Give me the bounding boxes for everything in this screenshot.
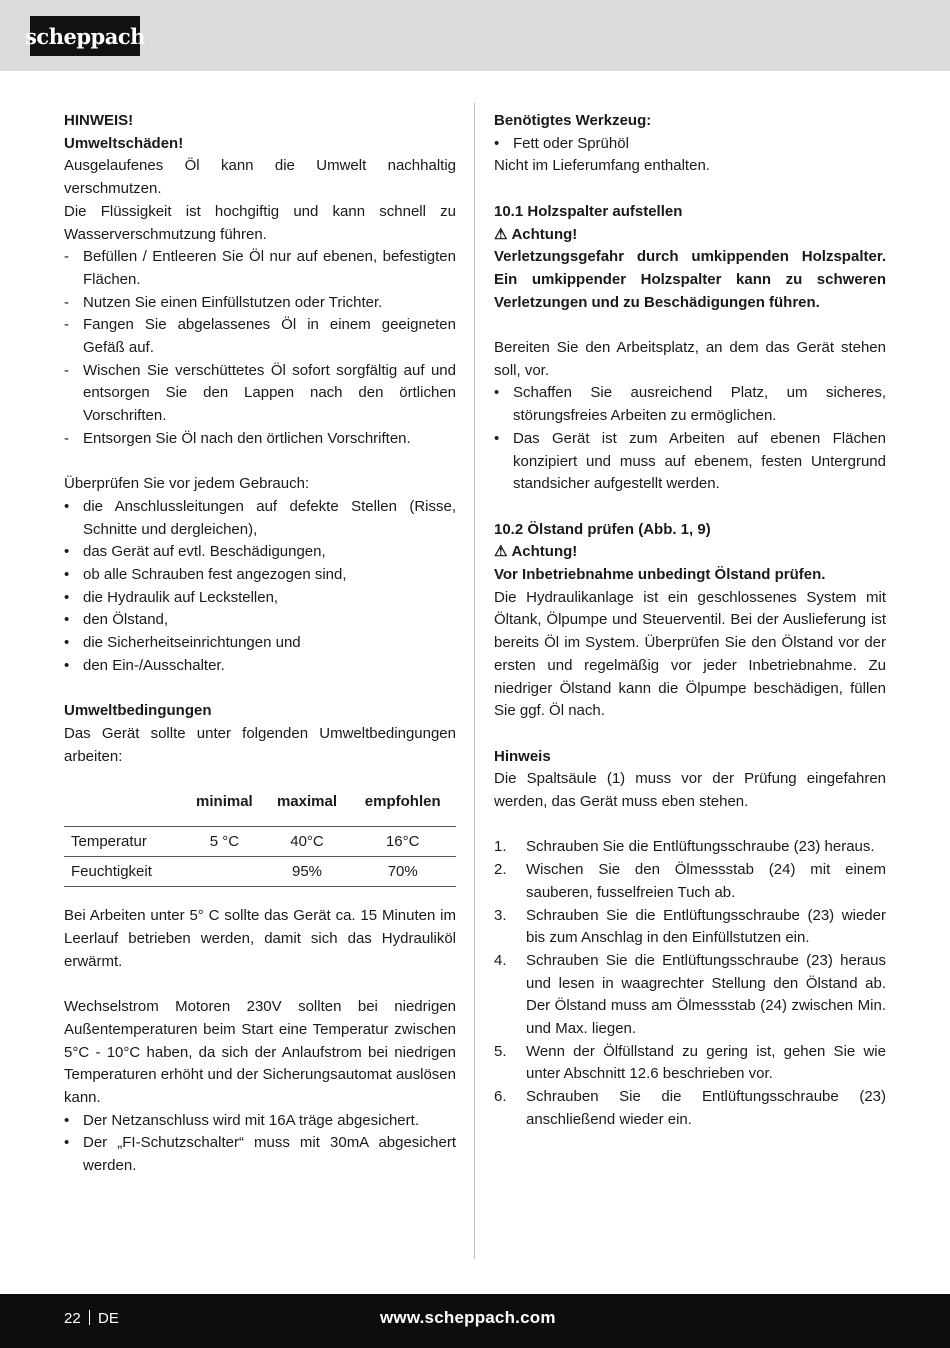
list-item: • die Sicherheitseinrichtungen und bbox=[64, 634, 301, 652]
list-item: 3. Schrauben Sie die Entlüftungsschraube (23) wieder bis zum Anschlag in den Einfüllstutzen ein. bbox=[494, 906, 886, 947]
paragraph: Das Gerät sollte unter folgenden Umweltbedingungen arbeiten: bbox=[64, 724, 456, 765]
list-item: • ob alle Schrauben fest angezogen sind, bbox=[64, 566, 347, 584]
paragraph: Bei Arbeiten unter 5° C sollte das Gerät ca. 15 Minuten im Leerlauf betrieben werden, damit sich das Hydrauliköl erwärmt. bbox=[64, 907, 456, 970]
list-item: - Wischen Sie verschüttetes Öl sofort sorgfältig auf und entsorgen Sie den Lappen nach den örtlichen Vorschriften. bbox=[64, 361, 456, 425]
paragraph: Die Flüssigkeit ist hochgiftig und kann schnell zu Wasserverschmutzung führen. bbox=[64, 202, 456, 243]
paragraph: Die Hydraulikanlage ist ein geschlossenes System mit Öltank, Ölpumpe und Steuerventil. Bei der Auslieferung ist bereits Öl im System. Überprüfen Sie den Ölstand vor der ersten und regelmäßig vor jeder Inbetriebnahme. Zu niedriger Ölstand kann die Ölpumpe beschädigen, füllen Sie ggf. Öl nach. bbox=[494, 588, 886, 720]
list-item: 6. Schrauben Sie die Entlüftungsschraube (23) anschließend wieder ein. bbox=[494, 1088, 886, 1128]
list-item: • Der „FI-Schutzschalter“ muss mit 30mA abgesichert werden. bbox=[64, 1134, 456, 1175]
notice-title: HINWEIS! bbox=[64, 112, 134, 129]
warning-text: Verletzungsgefahr durch umkippenden Holzspalter. Ein umkippender Holzspalter kann zu schweren Verletzungen und zu Beschädigungen führen. bbox=[494, 248, 886, 311]
section-heading: 10.2 Ölstand prüfen (Abb. 1, 9) bbox=[494, 520, 711, 538]
list-item: • Das Gerät ist zum Arbeiten auf ebenen Flächen konzipiert und muss auf ebenem, festen Untergrund standsicher aufgestellt werden. bbox=[494, 429, 886, 493]
warning-icon: ⚠ bbox=[494, 225, 508, 243]
section-heading: Hinweis bbox=[494, 747, 551, 765]
list-item: • die Anschlussleitungen auf defekte Stellen (Risse, Schnitte und dergleichen), bbox=[64, 497, 456, 538]
list-item: • die Hydraulik auf Leckstellen, bbox=[64, 588, 279, 606]
paragraph: Überprüfen Sie vor jedem Gebrauch: bbox=[64, 475, 310, 493]
column-divider bbox=[474, 103, 475, 1259]
list-item: • den Ein-/Ausschalter. bbox=[64, 656, 225, 674]
list-item: - Nutzen Sie einen Einfüllstutzen oder Trichter. bbox=[64, 293, 383, 311]
list-item: 2. Wischen Sie den Ölmessstab (24) mit einem sauberen, fusselfreien Tuch ab. bbox=[494, 861, 886, 901]
right-column bbox=[494, 110, 886, 1132]
list-item: - Fangen Sie abgelassenes Öl in einem geeigneten Gefäß auf. bbox=[64, 316, 456, 357]
warning-label: ⚠ Achtung! bbox=[494, 224, 886, 247]
list-item: • Fett oder Sprühöl bbox=[494, 134, 629, 152]
page-number: 22 DE bbox=[64, 1310, 119, 1327]
list-item: 1. Schrauben Sie die Entlüftungsschraube (23) heraus. bbox=[494, 838, 875, 856]
list-item: 4. Schrauben Sie die Entlüftungsschraube (23) heraus und lesen in waagrechter Stellung den Ölstand ab. Der Ölstand muss am Ölmessstab (24) zwischen Min. und Max. liegen. bbox=[494, 951, 886, 1038]
list-item: - Entsorgen Sie Öl nach den örtlichen Vorschriften. bbox=[64, 429, 411, 447]
table-row: Feuchtigkeit 95% 70% bbox=[64, 857, 456, 887]
left-column bbox=[64, 110, 456, 1178]
list-item: • Der Netzanschluss wird mit 16A träge abgesichert. bbox=[64, 1111, 419, 1129]
website-link[interactable]: www.scheppach.com bbox=[380, 1308, 556, 1327]
footer-bar bbox=[0, 1294, 950, 1348]
section-heading: Benötigtes Werkzeug: bbox=[494, 112, 652, 129]
list-item: - Befüllen / Entleeren Sie Öl nur auf ebenen, befestigten Flächen. bbox=[64, 248, 456, 288]
header-bar bbox=[0, 0, 950, 71]
brand-logo: scheppach bbox=[30, 16, 140, 56]
paragraph: Die Spaltsäule (1) muss vor der Prüfung eingefahren werden, das Gerät muss eben stehen. bbox=[494, 770, 886, 811]
list-item: • den Ölstand, bbox=[64, 611, 169, 629]
conditions-table bbox=[64, 778, 456, 887]
list-item: 5. Wenn der Ölfüllstand zu gering ist, gehen Sie wie unter Abschnitt 12.6 beschrieben vor. bbox=[494, 1042, 886, 1083]
warning-text: Vor Inbetriebnahme unbedingt Ölstand prüfen. bbox=[494, 566, 826, 584]
paragraph: Wechselstrom Motoren 230V sollten bei niedrigen Außentemperaturen beim Start eine Temperatur zwischen 5°C - 10°C haben, da sich der Anlaufstrom bei niedrigen Temperaturen erhöht und der Sicherungsautomat auslösen kann. bbox=[64, 998, 456, 1106]
paragraph: Ausgelaufenes Öl kann die Umwelt nachhaltig verschmutzen. bbox=[64, 157, 456, 198]
section-heading: Umweltbedingungen bbox=[64, 702, 212, 720]
table-header-row: minimal maximal empfohlen bbox=[64, 778, 456, 827]
list-item: • Schaffen Sie ausreichend Platz, um sicheres, störungsfreies Arbeiten zu ermöglichen. bbox=[494, 384, 886, 425]
notice-subtitle: Umweltschäden! bbox=[64, 134, 184, 152]
table-row: Temperatur 5 °C 40°C 16°C bbox=[64, 827, 456, 857]
list-item: • das Gerät auf evtl. Beschädigungen, bbox=[64, 543, 326, 561]
paragraph: Bereiten Sie den Arbeitsplatz, an dem das Gerät stehen soll, vor. bbox=[494, 339, 886, 379]
warning-label: ⚠ Achtung! bbox=[494, 541, 886, 564]
warning-icon: ⚠ bbox=[494, 543, 508, 561]
paragraph: Nicht im Lieferumfang enthalten. bbox=[494, 157, 710, 175]
section-heading: 10.1 Holzspalter aufstellen bbox=[494, 202, 683, 220]
